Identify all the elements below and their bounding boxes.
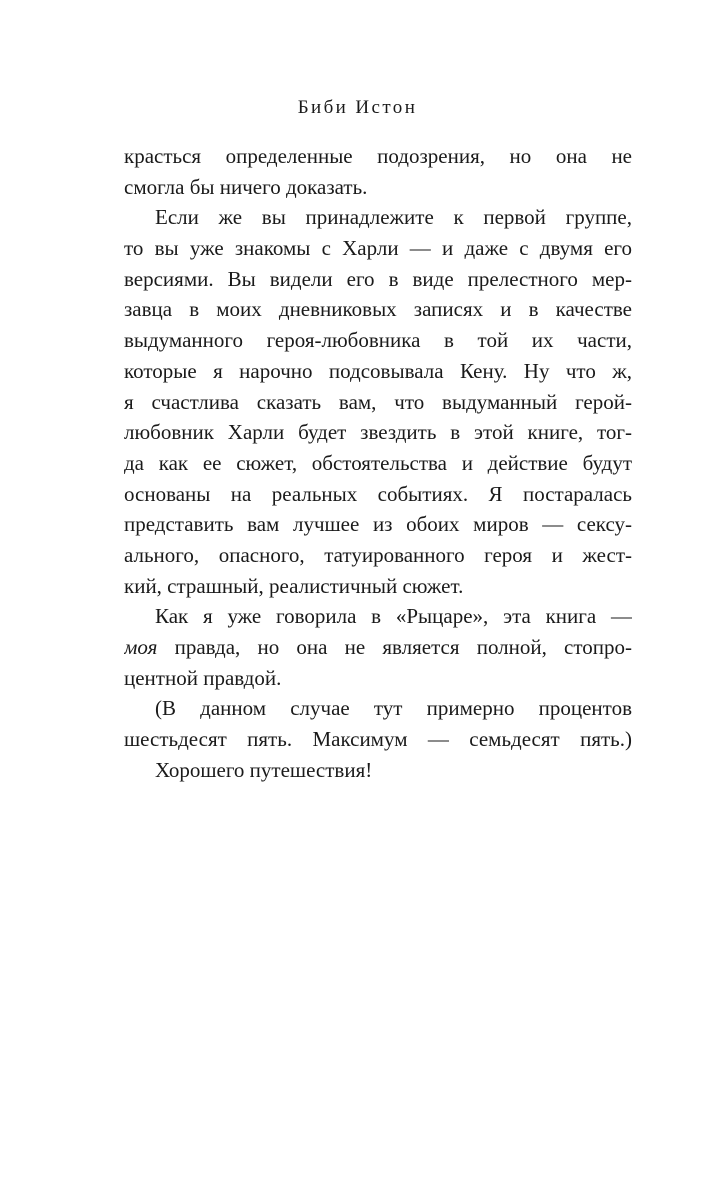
text-line-content: правда, но она не является полной, стопро- [174,635,632,659]
text-line [124,632,632,663]
text-line: любовник Харли будет звездить в этой книге, тог- [124,420,632,445]
text-line: которые я нарочно подсовывала Кену. Ну что ж, [124,358,632,383]
text-line: Как я уже говорила в «Рыцаре», эта книга — [155,604,632,629]
text-line: версиями. Вы видели его в виде прелестного мер- [124,266,632,291]
running-head-author: Биби Истон [297,97,418,118]
text-line: кий, страшный, реалистичный сюжет. [124,573,464,598]
text-line: завца в моих дневниковых записях и в качестве [124,297,632,322]
emphasis-word: моя [124,635,158,659]
text-line: да как ее сюжет, обстоятельства и действие будут [124,450,632,475]
text-line: то вы уже знакомы с Харли — и даже с двумя его [124,236,632,261]
text-line: выдуманного героя-любовника в той их части, [124,328,632,353]
text-line: основаны на реальных событиях. Я постаралась [124,481,632,506]
text-line: я счастлива сказать вам, что выдуманный герой- [124,389,632,414]
text-line: шестьдесят пять. Максимум — семьдесят пять.) [124,727,632,752]
text-line: (В данном случае тут примерно процентов [155,696,632,721]
text-line: смогла бы ничего доказать. [124,174,368,199]
text-line: Если же вы принадлежите к первой группе, [155,205,632,230]
body-text [124,141,632,785]
text-line: Хорошего путешествия! [155,757,373,782]
text-line: центной правдой. [124,665,282,690]
text-line: красться определенные подозрения, но она не [124,144,632,168]
text-line: представить вам лучшее из обоих миров — сексу- [124,512,632,537]
text-line: ального, опасного, татуированного героя и жест- [124,542,632,567]
